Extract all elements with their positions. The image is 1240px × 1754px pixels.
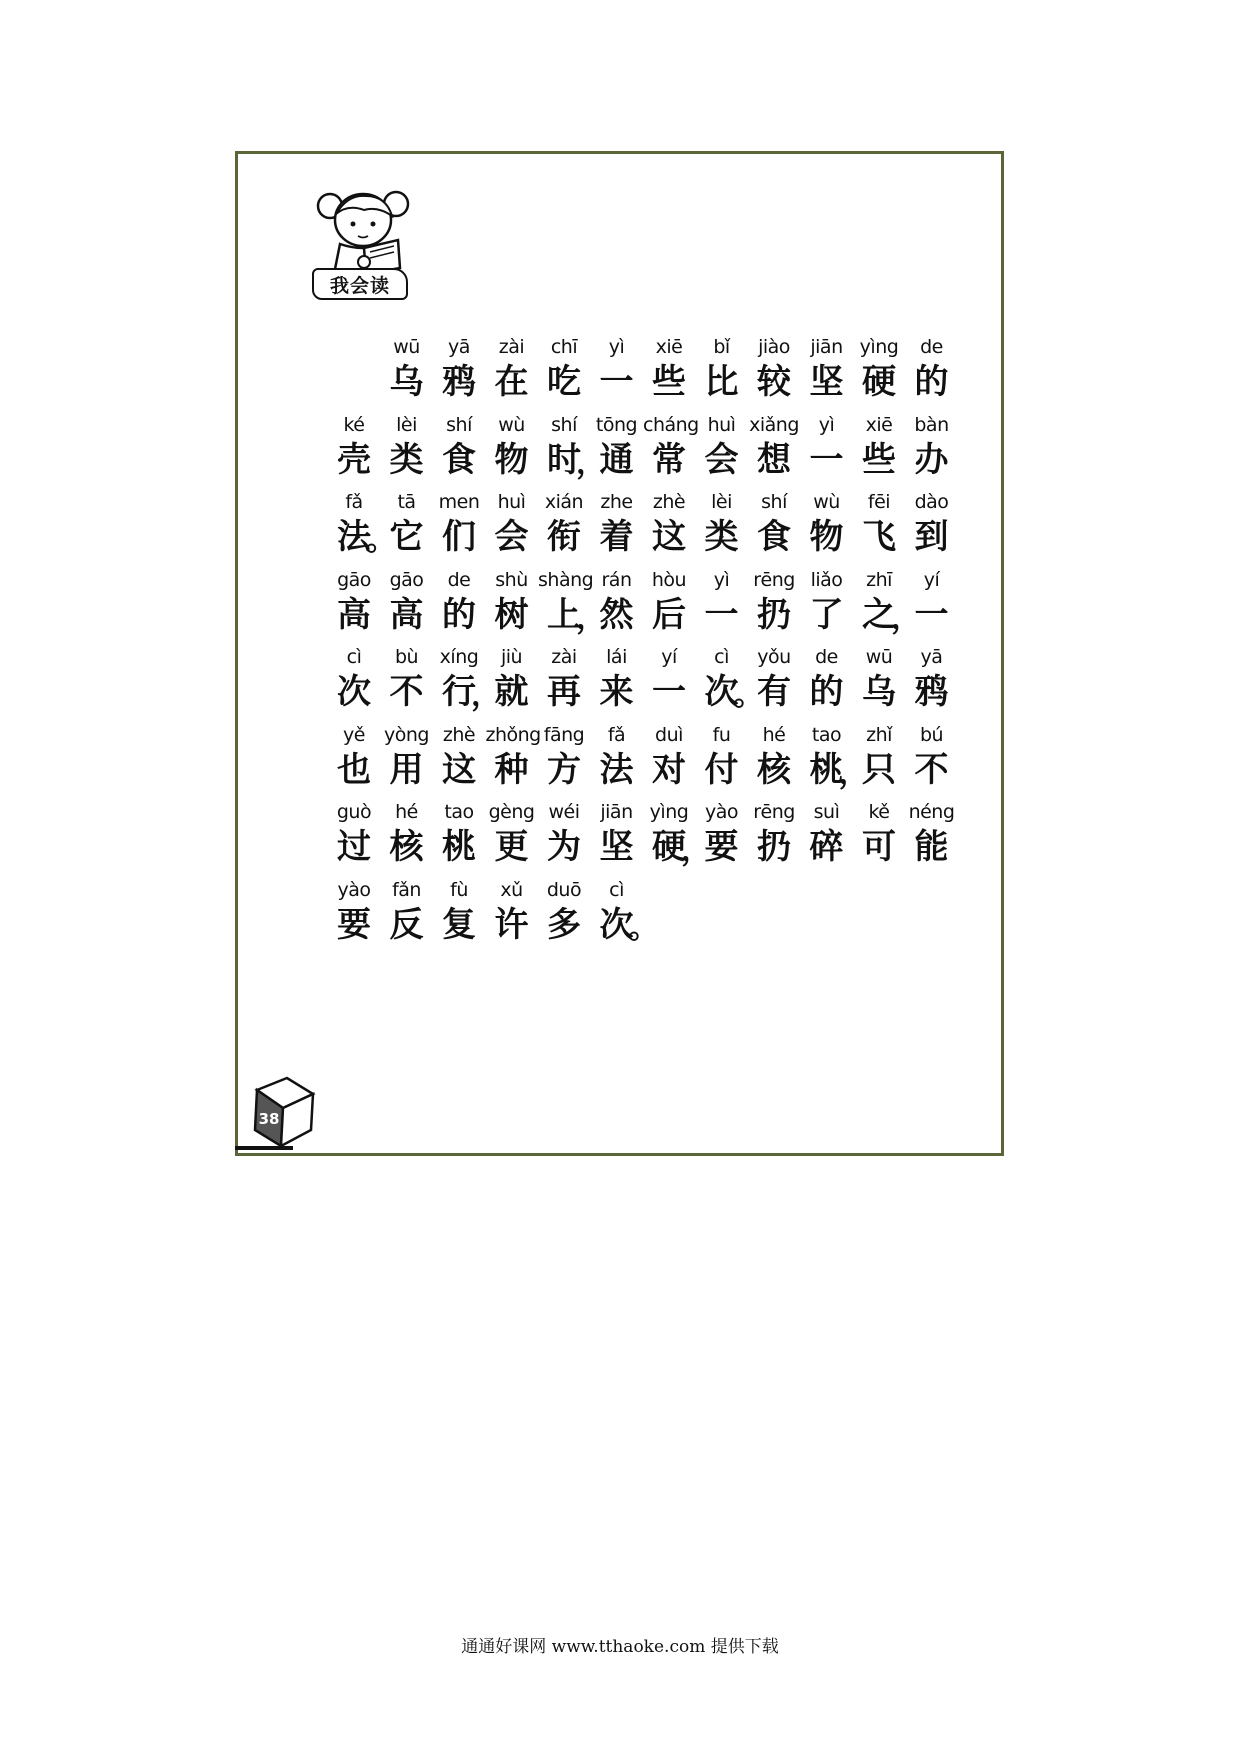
pinyin: fǎ [345, 491, 363, 513]
hanzi: 碎 [809, 827, 844, 867]
hanzi: 通 [599, 439, 634, 480]
pinyin: yìng [649, 801, 689, 823]
footer-note: 通通好课网 www.tthaoke.com 提供下载 [461, 1637, 779, 1657]
pinyin: xǔ [500, 878, 523, 901]
character-unit [433, 412, 485, 482]
pinyin: cì [609, 878, 624, 901]
character-unit [381, 489, 433, 559]
pinyin: jiù [500, 646, 523, 668]
pinyin: tōng [595, 413, 638, 436]
pinyin: yā [448, 336, 470, 358]
hanzi: 方 [547, 749, 581, 790]
character-unit [801, 644, 853, 714]
hanzi: 次 [337, 672, 371, 712]
page-number: 38 [258, 1110, 280, 1128]
hanzi: 后 [652, 594, 686, 635]
hanzi: 这 [652, 517, 686, 557]
hanzi: 复 [442, 904, 476, 945]
hanzi: 核 [757, 749, 791, 790]
pinyin: wū [865, 646, 893, 668]
pinyin: tao [811, 723, 842, 746]
hanzi: 一 [599, 362, 634, 402]
pinyin: yì [818, 413, 835, 436]
character-unit [748, 567, 800, 637]
pinyin: rán [601, 568, 632, 591]
pinyin: shù [495, 568, 528, 591]
character-unit [696, 412, 748, 482]
pinyin: yí [661, 646, 677, 668]
hanzi: 一 [652, 672, 686, 712]
hanzi: 法 [599, 749, 634, 790]
hanzi: 树 [494, 594, 529, 635]
hanzi: 法 [337, 517, 371, 557]
pinyin: rēng [753, 568, 795, 591]
character-unit [591, 489, 643, 559]
character-unit [486, 877, 538, 947]
section-badge: 我会读 [312, 268, 408, 300]
character-unit [748, 722, 800, 792]
pinyin: shàng [538, 568, 594, 591]
pinyin: yìng [859, 336, 899, 358]
hanzi: 付 [704, 749, 739, 790]
passage-line [328, 489, 949, 565]
hanzi: 较 [757, 362, 791, 402]
character-unit [591, 567, 643, 637]
hanzi: 壳 [337, 439, 371, 480]
character-unit [748, 644, 800, 714]
pinyin: xíng [439, 646, 479, 668]
passage-line [328, 877, 928, 953]
hanzi: 之 [862, 594, 896, 635]
character-unit [381, 567, 433, 637]
character-unit [381, 799, 433, 869]
hanzi: 硬 [862, 362, 896, 402]
punctuation: 。 [628, 910, 659, 946]
character-unit [485, 722, 541, 792]
pinyin: dào [914, 491, 949, 513]
character-unit [853, 334, 905, 404]
hanzi: 会 [704, 439, 739, 480]
pinyin: hé [762, 723, 786, 746]
hanzi: 物 [809, 517, 844, 557]
hanzi: 办 [914, 439, 949, 480]
character-unit [591, 412, 643, 482]
pinyin: fāng [543, 723, 585, 746]
character-unit [853, 412, 905, 482]
pinyin: de [815, 646, 838, 668]
hanzi: 不 [914, 749, 949, 790]
character-unit [906, 489, 958, 559]
hanzi: 次 [599, 904, 634, 945]
character-unit [538, 722, 590, 792]
pinyin: yì [608, 336, 625, 358]
character-unit [538, 334, 590, 404]
hanzi: 乌 [862, 672, 896, 712]
hanzi: 衔 [547, 517, 581, 557]
pinyin: shí [761, 491, 787, 513]
hanzi: 要 [704, 827, 739, 867]
character-unit [643, 644, 695, 714]
pinyin: fǎn [392, 878, 421, 901]
pinyin: cì [714, 646, 729, 668]
pinyin: shí [551, 413, 577, 436]
hanzi: 比 [704, 362, 739, 402]
character-unit [801, 567, 853, 637]
page-number-cube-icon [235, 1062, 325, 1156]
hanzi: 一 [809, 439, 844, 480]
hanzi: 类 [389, 439, 424, 480]
character-unit [801, 799, 853, 869]
pinyin: yě [343, 723, 365, 746]
pinyin: zhǐ [866, 723, 892, 746]
pinyin: lèi [396, 413, 417, 436]
pinyin: shí [446, 413, 472, 436]
hanzi: 吃 [547, 362, 581, 402]
hanzi: 次 [704, 672, 739, 712]
pinyin: yào [337, 878, 371, 901]
character-unit [696, 489, 748, 559]
character-unit [328, 799, 380, 869]
pinyin: duì [655, 723, 683, 746]
pinyin: zhè [652, 491, 686, 513]
hanzi: 不 [389, 672, 424, 712]
pinyin: lèi [711, 491, 732, 513]
hanzi: 这 [442, 749, 476, 790]
pinyin: tā [397, 491, 416, 513]
character-unit [643, 412, 699, 482]
hanzi: 扔 [757, 594, 791, 635]
character-unit [906, 412, 958, 482]
hanzi: 乌 [389, 362, 424, 402]
character-unit [748, 334, 800, 404]
pinyin: cháng [643, 413, 699, 436]
punctuation: ， [891, 600, 921, 636]
pinyin: gèng [488, 801, 535, 823]
punctuation: 。 [366, 523, 396, 558]
passage-line [328, 334, 949, 410]
pinyin: jiān [600, 801, 633, 823]
passage-line [328, 567, 949, 643]
pinyin: tao [444, 801, 474, 823]
hanzi: 反 [389, 904, 424, 945]
character-unit [538, 877, 590, 947]
character-unit [328, 877, 380, 947]
passage-line [328, 644, 949, 720]
hanzi: 鸦 [914, 672, 949, 712]
character-unit [433, 799, 485, 869]
hanzi: 再 [547, 672, 581, 712]
character-unit [433, 877, 485, 947]
character-unit [486, 412, 538, 482]
pinyin: jiān [810, 336, 843, 358]
hanzi: 更 [494, 827, 529, 867]
pinyin: xiǎng [749, 413, 799, 436]
hanzi: 一 [704, 594, 739, 635]
character-unit [748, 489, 800, 559]
character-unit [696, 334, 748, 404]
hanzi: 类 [704, 517, 739, 557]
hanzi: 会 [494, 517, 529, 557]
pinyin: rēng [753, 801, 795, 823]
character-unit [486, 799, 538, 869]
character-unit [906, 799, 958, 869]
hanzi: 多 [547, 904, 581, 945]
pinyin: lái [606, 646, 627, 668]
pinyin: zhī [866, 568, 892, 591]
character-unit [853, 799, 905, 869]
pinyin: huì [497, 491, 526, 513]
passage-line [328, 722, 949, 798]
hanzi: 到 [914, 517, 949, 557]
character-unit [643, 722, 695, 792]
hanzi: 常 [652, 439, 686, 480]
hanzi: 可 [862, 827, 896, 867]
character-unit [433, 334, 485, 404]
hanzi: 在 [494, 362, 529, 402]
character-unit [696, 567, 748, 637]
character-unit [906, 644, 958, 714]
character-unit [381, 412, 433, 482]
hanzi: 坚 [809, 362, 844, 402]
pinyin: xiē [655, 336, 683, 358]
hanzi: 鸦 [442, 362, 476, 402]
hanzi: 想 [757, 439, 791, 480]
hanzi: 的 [809, 672, 844, 712]
character-unit [853, 644, 905, 714]
hanzi: 了 [809, 594, 844, 635]
punctuation: ， [838, 755, 869, 791]
punctuation: ， [576, 445, 606, 481]
hanzi: 扔 [757, 827, 791, 867]
pinyin: yào [704, 801, 738, 823]
hanzi: 食 [757, 517, 791, 557]
pinyin: jiào [758, 336, 790, 358]
pinyin: zhè [442, 723, 476, 746]
character-unit [328, 644, 380, 714]
hanzi: 一 [914, 594, 949, 635]
hanzi: 行 [442, 672, 476, 712]
punctuation: ， [681, 833, 711, 868]
character-unit [748, 799, 800, 869]
pinyin: wū [393, 336, 420, 358]
character-unit [486, 334, 538, 404]
pinyin: duō [546, 878, 582, 901]
character-unit [748, 412, 800, 482]
hanzi: 许 [494, 904, 529, 945]
pinyin: kě [868, 801, 890, 823]
pinyin: hé [395, 801, 418, 823]
pinyin: yì [713, 568, 730, 591]
hanzi: 食 [442, 439, 476, 480]
character-unit [591, 334, 643, 404]
hanzi: 硬 [652, 827, 686, 867]
character-unit [591, 799, 643, 869]
hanzi: 有 [757, 672, 791, 712]
pinyin: cì [346, 646, 362, 668]
pinyin: yǒu [757, 646, 791, 668]
pinyin: wéi [548, 801, 580, 823]
hanzi: 时 [547, 439, 581, 480]
pinyin: fù [450, 878, 468, 901]
hanzi: 飞 [862, 517, 896, 557]
pinyin: bàn [914, 413, 949, 436]
hanzi: 过 [337, 827, 371, 867]
pinyin: yòng [384, 723, 429, 746]
character-unit [801, 489, 853, 559]
character-unit [591, 644, 643, 714]
pinyin: de [447, 568, 471, 591]
pinyin: bù [394, 646, 419, 668]
character-unit [906, 567, 958, 637]
character-unit [538, 644, 590, 714]
pinyin: huì [707, 413, 736, 436]
pinyin: chī [550, 336, 578, 358]
character-unit [381, 877, 433, 947]
character-unit [696, 722, 748, 792]
character-unit [538, 489, 590, 559]
hanzi: 用 [389, 749, 424, 790]
hanzi: 对 [652, 749, 686, 790]
pinyin: fēi [867, 491, 891, 513]
passage-line [328, 412, 949, 488]
character-unit [906, 722, 958, 792]
hanzi: 的 [442, 594, 476, 635]
character-unit [853, 722, 905, 792]
pinyin: de [920, 336, 943, 358]
character-unit [643, 334, 695, 404]
hanzi: 物 [494, 439, 529, 480]
pinyin: xiē [865, 413, 893, 436]
pinyin: yí [923, 568, 940, 591]
pinyin: ké [343, 413, 365, 436]
hanzi: 种 [494, 749, 529, 790]
hanzi: 们 [442, 517, 476, 557]
character-unit [591, 722, 643, 792]
hanzi: 些 [652, 362, 686, 402]
hanzi: 些 [862, 439, 896, 480]
hanzi: 着 [599, 517, 634, 557]
character-unit [433, 567, 485, 637]
pinyin: fu [712, 723, 731, 746]
hanzi: 要 [337, 904, 371, 945]
hanzi: 然 [599, 594, 634, 635]
character-unit [801, 412, 853, 482]
hanzi: 高 [337, 594, 371, 635]
character-unit [381, 644, 433, 714]
character-unit [538, 799, 590, 869]
pinyin: hòu [651, 568, 687, 591]
pinyin: xián [544, 491, 584, 513]
pinyin: bǐ [713, 336, 730, 358]
hanzi: 桃 [809, 749, 844, 790]
character-unit [328, 412, 380, 482]
hanzi: 来 [599, 672, 634, 712]
book-page [235, 151, 1004, 1156]
passage-line [328, 799, 955, 875]
hanzi: 上 [547, 594, 581, 635]
character-unit [801, 334, 853, 404]
character-unit [486, 489, 538, 559]
hanzi: 坚 [599, 827, 634, 867]
hanzi: 只 [862, 749, 896, 790]
punctuation: 。 [733, 678, 764, 713]
punctuation: ， [576, 600, 606, 636]
pinyin: zhǒng [485, 723, 541, 746]
pinyin: fǎ [607, 723, 626, 746]
character-unit [643, 489, 695, 559]
punctuation: ， [471, 678, 501, 713]
character-unit [643, 567, 695, 637]
pinyin: yā [920, 646, 943, 668]
character-unit [486, 567, 538, 637]
hanzi: 的 [914, 362, 949, 402]
character-unit [433, 722, 485, 792]
pinyin: wù [813, 491, 840, 513]
pinyin: zhe [600, 491, 633, 513]
pinyin: gāo [389, 568, 424, 591]
hanzi: 就 [494, 672, 529, 712]
pinyin: zài [498, 336, 525, 358]
hanzi: 桃 [442, 827, 476, 867]
hanzi: 能 [914, 827, 949, 867]
pinyin: suì [813, 801, 840, 823]
character-unit [381, 334, 433, 404]
hanzi: 核 [389, 827, 424, 867]
pinyin: bú [919, 723, 944, 746]
hanzi: 高 [389, 594, 424, 635]
hanzi: 也 [337, 749, 371, 790]
character-unit [696, 799, 748, 869]
pinyin: néng [908, 801, 955, 823]
pinyin: wù [498, 413, 525, 436]
hanzi: 为 [547, 827, 581, 867]
character-unit [381, 722, 433, 792]
hanzi: 它 [389, 517, 424, 557]
pinyin: liǎo [810, 568, 843, 591]
pinyin: men [438, 491, 480, 513]
character-unit [906, 334, 958, 404]
pinyin: zài [551, 646, 577, 668]
character-unit [328, 567, 380, 637]
pinyin: guò [336, 801, 372, 823]
pinyin: gāo [337, 568, 371, 591]
character-unit [853, 489, 905, 559]
character-unit [486, 644, 538, 714]
character-unit [328, 722, 380, 792]
character-unit [433, 489, 485, 559]
